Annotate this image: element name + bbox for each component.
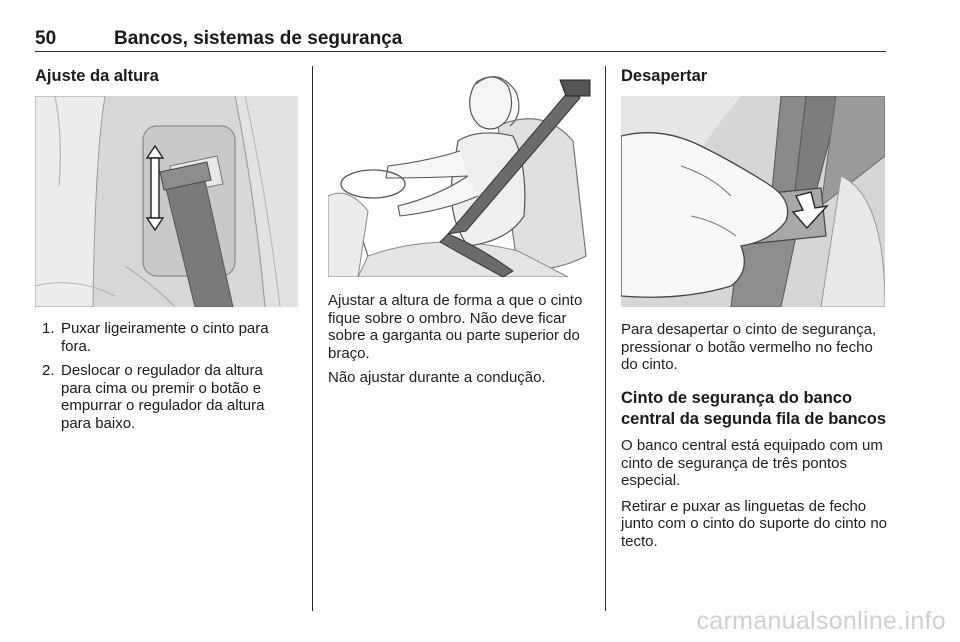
step-2-number: 2. (42, 362, 55, 379)
illustration-height-adjuster (35, 96, 298, 307)
page-number: 50 (35, 28, 57, 49)
center-seat-belt-paragraph-1: O banco central está equipado com um cinto de segurança de três pontos especial. (621, 437, 883, 489)
unbuckle-drawing (621, 96, 885, 307)
belt-position-paragraph-1: Ajustar a altura de forma a que o cinto fique sobre o ombro. Não deve ficar sobre a garganta ou parte superior do braço. (328, 292, 583, 362)
center-seat-belt-text (621, 437, 889, 550)
step-1-number: 1. (42, 320, 55, 337)
section-heading-unbuckle: Desapertar (621, 67, 708, 85)
unbuckle-text: Para desapertar o cinto de segurança, pressionar o botão vermelho no fecho do cinto. (621, 321, 877, 373)
page-header (35, 26, 886, 52)
center-seat-belt-paragraph-2: Retirar e puxar as linguetas de fecho junto com o cinto do suporte do cinto no tecto. (621, 497, 888, 550)
step-2-text: Deslocar o regulador da altura para cima ou premir o botão e empurrar o regulador da altura para baixo. (61, 362, 265, 432)
driver-belt-drawing (328, 66, 591, 277)
illustration-driver-belt-position (328, 66, 591, 277)
step-1-text: Puxar ligeiramente o cinto para fora. (61, 320, 269, 355)
section-heading-center-seat-belt: Cinto de segurança do banco central da segunda fila de bancos (621, 389, 886, 428)
illustration-unbuckle (621, 96, 885, 307)
step-1 (42, 320, 292, 355)
step-2 (42, 362, 292, 432)
chapter-title: Bancos, sistemas de segurança (114, 28, 403, 49)
column-divider-2 (605, 66, 606, 611)
belt-position-text (328, 292, 593, 387)
watermark-text: carmanualsonline.info (696, 607, 946, 635)
height-adjuster-drawing (35, 96, 298, 307)
column-divider-1 (312, 66, 313, 611)
section-heading-height-adjust: Ajuste da altura (35, 67, 159, 85)
belt-position-paragraph-2: Não ajustar durante a condução. (328, 369, 546, 386)
height-adjust-steps (42, 320, 292, 439)
